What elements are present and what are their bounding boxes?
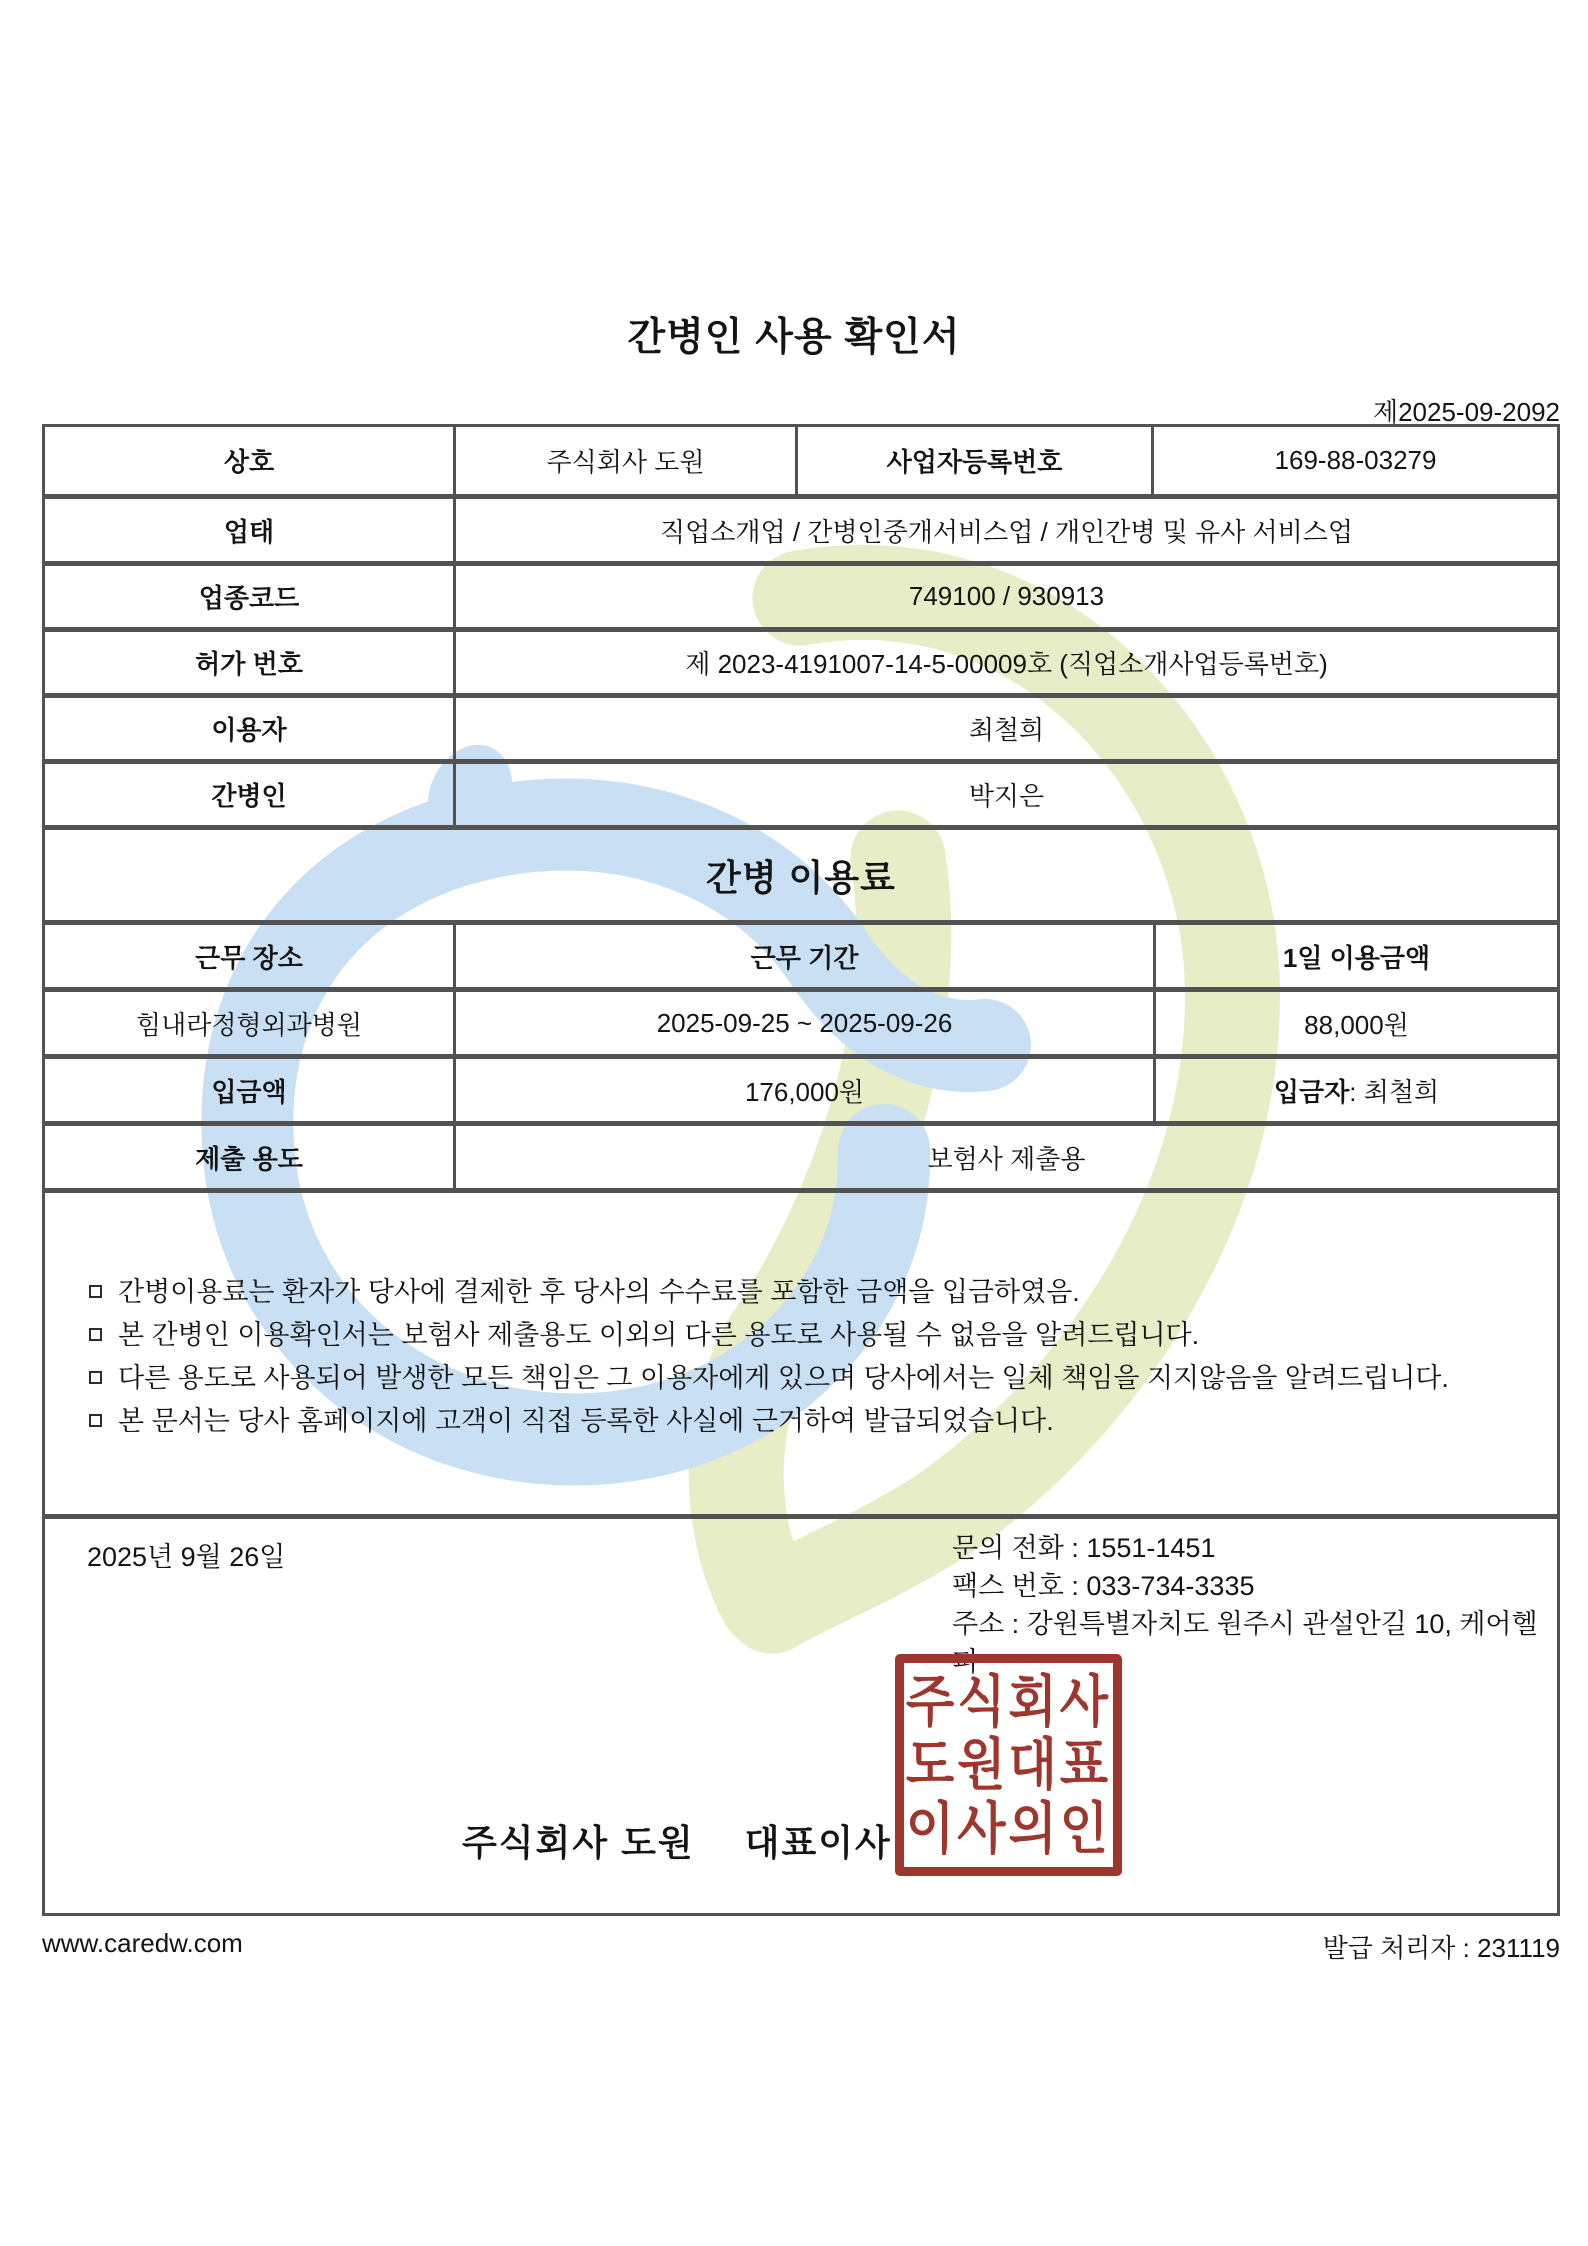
- field-user-label: 이용자: [211, 715, 287, 745]
- table-row-biztype: [45, 494, 1557, 561]
- confirmation-table: [42, 424, 1560, 1916]
- note-text: 간병이용료는 환자가 당사에 결제한 후 당사의 수수료를 포함한 금액을 입금하였음.: [118, 1277, 1080, 1307]
- table-row-license: [45, 627, 1557, 693]
- field-company-value: 주식회사 도원: [453, 427, 795, 494]
- square-bullet-icon: [89, 1328, 102, 1341]
- seal-text-line: 주식회사: [905, 1670, 1112, 1733]
- square-bullet-icon: [89, 1371, 102, 1384]
- note-line: [89, 1271, 1527, 1314]
- seal-text-line: 이사의인: [905, 1797, 1112, 1860]
- square-bullet-icon: [89, 1414, 102, 1427]
- fee-place-value: 힘내라정형외과병원: [135, 1009, 363, 1040]
- fee-header-period: 근무 기간: [453, 925, 1153, 987]
- contact-phone: 문의 전화 : 1551-1451: [952, 1533, 1216, 1563]
- table-row-user: [45, 693, 1557, 759]
- seal-text-line: 도원대표: [905, 1733, 1112, 1797]
- deposit-label: 입금액: [211, 1076, 287, 1107]
- signature-line: [462, 1815, 892, 1866]
- contact-fax: 팩스 번호 : 033-734-3335: [952, 1571, 1255, 1601]
- field-caregiver-label: 간병인: [211, 781, 287, 811]
- table-row-section-title: [45, 825, 1557, 920]
- document-number: 제2025-09-2092: [1372, 397, 1560, 427]
- issuer-id: 발급 처리자 : 231119: [1322, 1933, 1560, 1963]
- company-seal: [895, 1654, 1122, 1876]
- note-text: 본 간병인 이용확인서는 보험사 제출용도 이외의 다른 용도로 사용될 수 없음을 알려드립니다.: [118, 1320, 1200, 1350]
- table-row-notes: [45, 1188, 1557, 1514]
- table-row-purpose: [45, 1121, 1557, 1188]
- field-biztype-label: 업태: [223, 516, 275, 547]
- page-title: 간병인 사용 확인서: [627, 316, 961, 359]
- signature-title: 대표이사: [744, 1822, 892, 1863]
- notes-block: [45, 1193, 1557, 1514]
- depositor-name: : 최철희: [1349, 1076, 1440, 1107]
- contact-address: 주소 : 강원특별자치도 원주시 관설안길 10, 케어헬퍼: [952, 1609, 1538, 1677]
- table-row-footer: [45, 1514, 1557, 1915]
- purpose-label: 제출 용도: [195, 1143, 303, 1174]
- table-row-fee-values: [45, 987, 1557, 1054]
- square-bullet-icon: [89, 1285, 102, 1298]
- field-license-value: 제 2023-4191007-14-5-00009호 (직업소개사업등록번호): [453, 632, 1557, 693]
- issue-date: 2025년 9월 26일: [87, 1542, 286, 1572]
- fee-header-daily: 1일 이용금액: [1153, 925, 1557, 987]
- field-biztype-value: 직업소개업 / 간병인중개서비스업 / 개인간병 및 유사 서비스업: [453, 499, 1557, 561]
- fee-section-title: 간병 이용료: [706, 856, 896, 898]
- field-bizno-value: 169-88-03279: [1151, 427, 1557, 494]
- note-line: [89, 1400, 1527, 1443]
- note-line: [89, 1314, 1527, 1357]
- fee-daily-value: 88,000원: [1153, 992, 1557, 1054]
- table-row-fee-header: [45, 920, 1557, 987]
- fee-header-place: 근무 장소: [195, 942, 303, 973]
- depositor-cell: [1153, 1059, 1557, 1121]
- signature-company: 주식회사 도원: [462, 1822, 695, 1863]
- table-row-industrycode: [45, 561, 1557, 627]
- field-company-label: 상호: [223, 447, 275, 477]
- note-text: 다른 용도로 사용되어 발생한 모든 책임은 그 이용자에게 있으며 당사에서는 일체 책임을 지지않음을 알려드립니다.: [118, 1363, 1449, 1393]
- note-text: 본 문서는 당사 홈페이지에 고객이 직접 등록한 사실에 근거하여 발급되었습니다.: [118, 1406, 1054, 1436]
- field-user-value: 최철희: [453, 698, 1557, 759]
- field-license-label: 허가 번호: [195, 649, 303, 679]
- table-row-deposit: [45, 1054, 1557, 1121]
- page-bottom-bar: [42, 1928, 1560, 1965]
- field-caregiver-value: 박지은: [453, 764, 1557, 825]
- note-line: [89, 1357, 1527, 1400]
- fee-period-value: 2025-09-25 ~ 2025-09-26: [453, 992, 1153, 1054]
- website-url: www.caredw.com: [42, 1928, 243, 1958]
- field-industrycode-label: 업종코드: [198, 583, 300, 613]
- depositor-label: 입금자: [1273, 1076, 1350, 1107]
- purpose-value: 보험사 제출용: [453, 1126, 1557, 1188]
- deposit-value: 176,000원: [453, 1059, 1153, 1121]
- table-row-caregiver: [45, 759, 1557, 825]
- table-row-company: [45, 427, 1557, 494]
- field-industrycode-value: 749100 / 930913: [453, 566, 1557, 627]
- field-bizno-label: 사업자등록번호: [795, 427, 1151, 494]
